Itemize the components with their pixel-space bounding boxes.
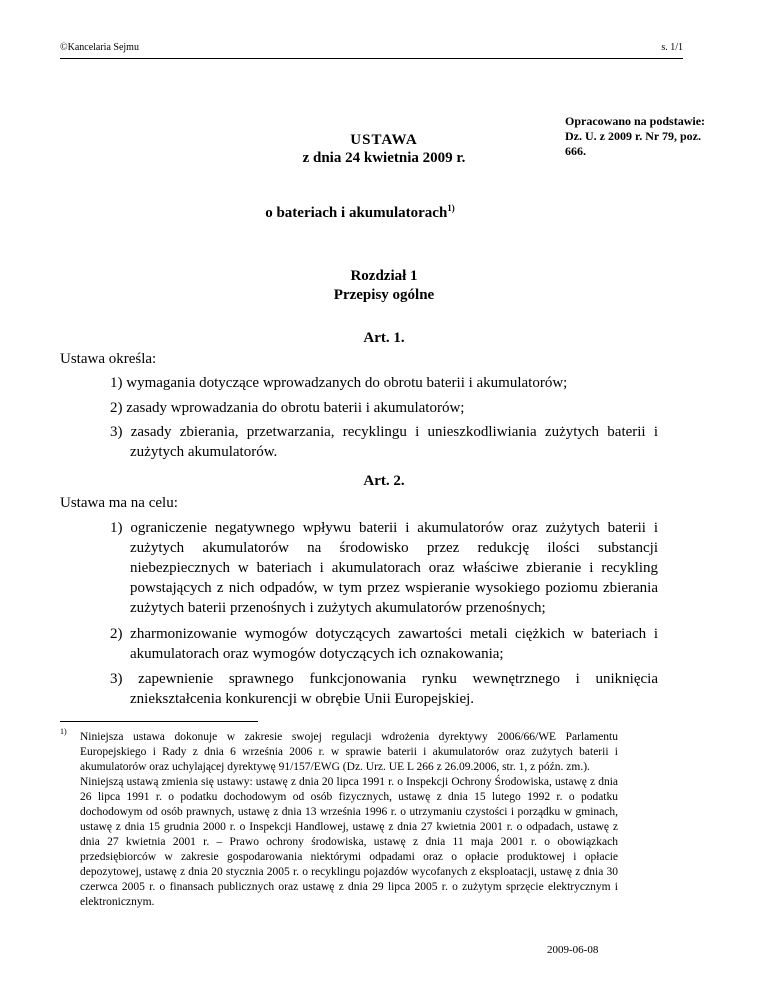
article-2-item: 3) zapewnienie sprawnego funkcjonowania rynku wewnętrznego i uniknięcia zniekształcenia konkurencji w obrębie Unii Europejskiej. [110, 671, 658, 707]
chapter-title: Przepisy ogólne [333, 287, 435, 303]
article-1-heading: Art. 1. [363, 330, 405, 346]
footnote-rule [60, 721, 258, 722]
article-2-heading: Art. 2. [363, 473, 405, 489]
header-publisher: ©Kancelaria Sejmu [60, 42, 139, 53]
article-1-intro: Ustawa określa: [60, 351, 157, 367]
document-subject [0, 203, 744, 222]
source-note: Opracowano na podstawie: Dz. U. z 2009 r. Nr 79, poz. 666. [565, 114, 706, 158]
document-date: z dnia 24 kwietnia 2009 r. [302, 150, 466, 166]
article-2-intro: Ustawa ma na celu: [60, 495, 178, 511]
article-1-item: 2) zasady wprowadzania do obrotu baterii i akumulatorów; [110, 400, 465, 416]
subject-text: o bateriach i akumulatorach [265, 205, 448, 221]
footnote-paragraph: Niniejszą ustawą zmienia się ustawy: ustawę z dnia 20 lipca 1991 r. o Inspekcji Ochrony Środowiska, ustawę z dnia 26 lipca 1991 r. o podatku dochodowym od osób fizycznych, ustawę z dnia 15 lutego 1992 r. o podatku dochodowym od osób prawnych, ustawę z dnia 13 września 1996 r. o utrzymaniu czystości i porządku w gminach, ustawę z dnia 15 grudnia 2000 r. o Inspekcji Handlowej, ustawę z dnia 27 kwietnia 2001 r. o odpadach, ustawę z dnia 27 kwietnia 2001 r. – Prawo ochrony środowiska, ustawę z dnia 11 maja 2001 r. o obowiązkach przedsiębiorców w zakresie gospodarowania niektórymi odpadami oraz o opłacie produktowej i opłacie depozytowej, ustawę z dnia 20 stycznia 2005 r. o recyklingu pojazdów wycofanych z eksploatacji, ustawę z dnia 30 czerwca 2005 r. o finansach publicznych oraz ustawę z dnia 29 lipca 2005 r. o zużytym sprzęcie elektrycznym i elektronicznym. [80, 776, 618, 908]
footnote-text [80, 730, 618, 910]
footnote-mark: 1) [60, 727, 67, 736]
article-1-item: 1) wymagania dotyczące wprowadzanych do obrotu baterii i akumulatorów; [110, 375, 568, 391]
article-2-item: 2) zharmonizowanie wymogów dotyczących zawartości metali ciężkich w bateriach i akumulatorach oraz wymogów dotyczących ich oznakowania; [110, 626, 658, 662]
header-page-number: s. 1/1 [661, 42, 683, 53]
article-1-item: 3) zasady zbierania, przetwarzania, recyklingu i unieszkodliwiania zużytych baterii i zużytych akumulatorów. [110, 424, 658, 460]
header-rule [60, 58, 683, 59]
article-2-item: 1) ograniczenie negatywnego wpływu baterii i akumulatorów oraz zużytych baterii i zużytych akumulatorów na środowisko przez redukcję ilości substancji niebezpiecznych w bateriach i akumulatorach oraz właściwe zbieranie i recykling powstających z nich odpadów, w tym przez wspieranie wysokiego poziomu zbierania zużytych baterii przenośnych i zużytych akumulatorów przenośnych; [110, 520, 658, 616]
footnote-paragraph: Niniejsza ustawa dokonuje w zakresie swojej regulacji wdrożenia dyrektywy 2006/66/WE Parlamentu Europejskiego i Rady z dnia 6 września 2006 r. w sprawie baterii i akumulatorów oraz zużytych baterii i akumulatorów oraz uchylającej dyrektywę 91/157/EWG (Dz. Urz. UE L 266 z 26.09.2006, str. 1, z późn. zm.). [80, 731, 618, 773]
footer-date: 2009-06-08 [547, 944, 599, 956]
document-title: USTAWA [350, 132, 418, 148]
chapter-number: Rozdział 1 [350, 268, 418, 284]
subject-footnote-ref: 1) [447, 203, 455, 213]
